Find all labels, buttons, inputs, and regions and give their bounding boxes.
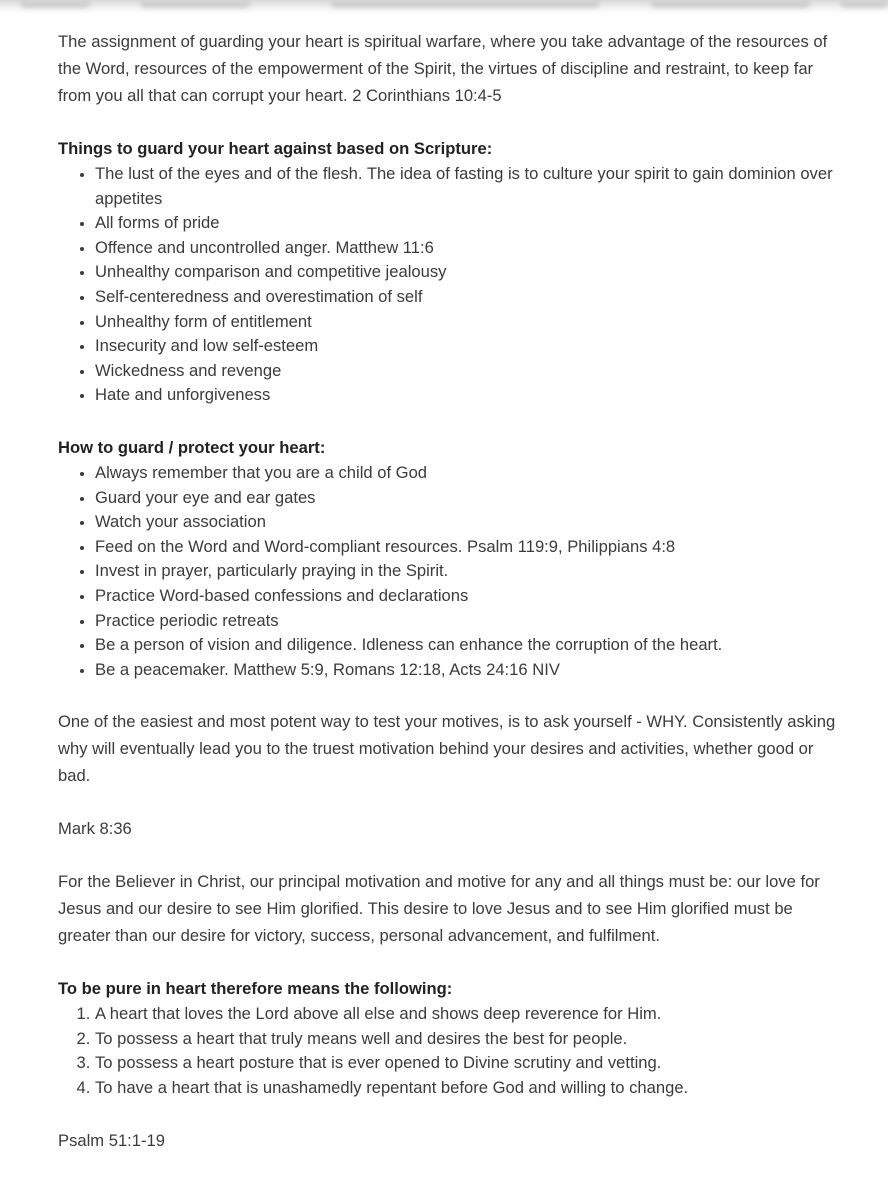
list-item: • Practice periodic retreats	[95, 609, 838, 634]
list-item: • Watch your association	[95, 510, 838, 535]
intro-paragraph: The assignment of guarding your heart is spiritual warfare, where you take advantage of the resources of the Word, resources of the empowerment of the Spirit, the virtues of discipline and restraint, to keep far from you all that can corrupt your heart. 2 Corinthians 10:4-5	[58, 32, 828, 105]
list-item: • Wickedness and revenge	[95, 359, 838, 384]
list-item: • Be a peacemaker. Matthew 5:9, Romans 12:18, Acts 24:16 NIV	[95, 658, 838, 683]
believer-paragraph: For the Believer in Christ, our principal motivation and motive for any and all things must be: our love for Jesus and our desire to see Him glorified. This desire to love Jesus and to see Him glorified must be greater than our desire for victory, success, personal advancement, and fulfilment.	[58, 872, 820, 946]
list-item: • Unhealthy form of entitlement	[95, 310, 838, 335]
list-item: 3. To possess a heart posture that is ever opened to Divine scrutiny and vetting.	[95, 1051, 838, 1076]
how-to-guard-heading: How to guard / protect your heart:	[58, 437, 326, 457]
list-item: • Always remember that you are a child of God	[95, 461, 838, 486]
list-item: 1. A heart that loves the Lord above all else and shows deep reverence for Him.	[95, 1002, 838, 1027]
list-item: 4. To have a heart that is unashamedly repentant before God and willing to change.	[95, 1076, 838, 1101]
list-item: • Feed on the Word and Word-compliant resources. Psalm 119:9, Philippians 4:8	[95, 535, 838, 560]
note-content	[58, 28, 838, 1154]
guard-against-list	[58, 162, 838, 408]
guard-against-heading: Things to guard your heart against based on Scripture:	[58, 139, 493, 158]
how-to-guard-list	[58, 461, 838, 682]
list-item: • Practice Word-based confessions and declarations	[95, 584, 838, 609]
scripture-reference: Mark 8:36	[58, 819, 132, 839]
top-edge-shadow	[0, 0, 888, 14]
list-item: • Hate and unforgiveness	[95, 383, 838, 408]
scripture-reference: Psalm 51:1-19	[58, 1130, 165, 1150]
list-item: • Be a person of vision and diligence. Idleness can enhance the corruption of the heart.	[95, 633, 838, 658]
pure-heart-list	[58, 1002, 838, 1100]
list-item: • Unhealthy comparison and competitive jealousy	[95, 260, 838, 285]
list-item: • Guard your eye and ear gates	[95, 486, 838, 511]
list-item: • All forms of pride	[95, 211, 838, 236]
list-item: • Insecurity and low self-esteem	[95, 334, 838, 359]
list-item: • The lust of the eyes and of the flesh. The idea of fasting is to culture your spirit to gain dominion over appetites	[95, 162, 838, 211]
list-item: • Self-centeredness and overestimation of self	[95, 285, 838, 310]
list-item: • Offence and uncontrolled anger. Matthew 11:6	[95, 236, 838, 261]
pure-heart-heading: To be pure in heart therefore means the following:	[58, 979, 453, 999]
list-item: 2. To possess a heart that truly means well and desires the best for people.	[95, 1027, 838, 1052]
list-item: • Invest in prayer, particularly praying in the Spirit.	[95, 559, 838, 584]
motives-paragraph: One of the easiest and most potent way to test your motives, is to ask yourself - WHY. Consistently asking why will eventually lead you to the truest motivation behind your desires and activities, whether good or bad.	[58, 712, 836, 786]
